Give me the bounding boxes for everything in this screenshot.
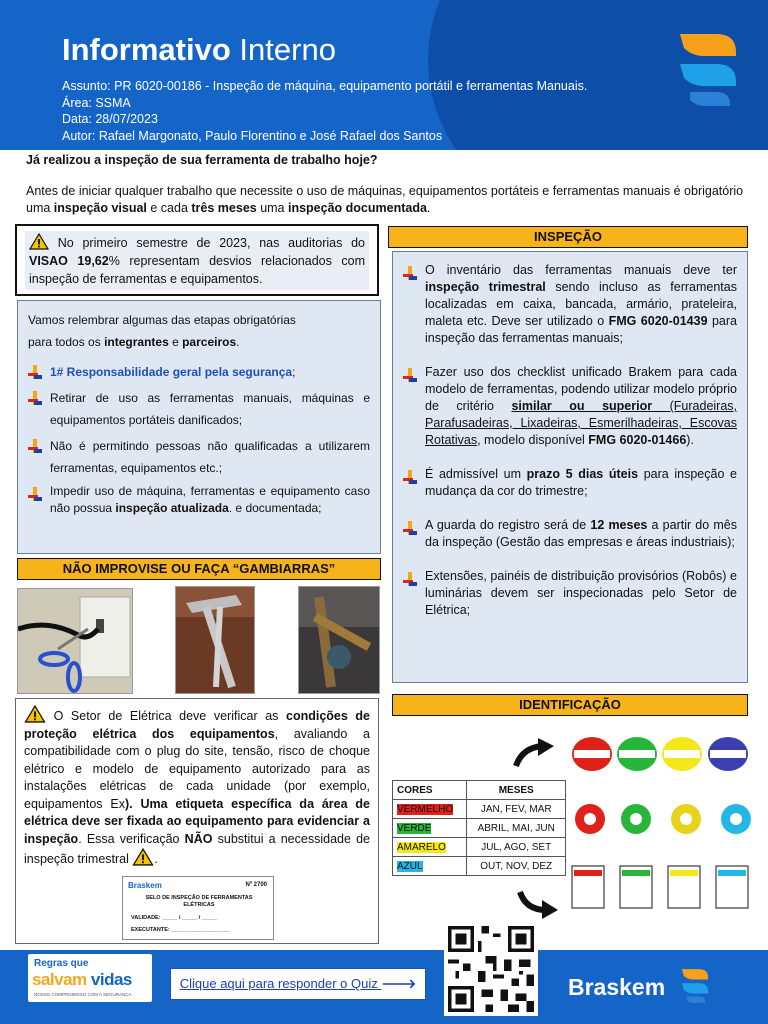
- arrow-right-icon: 🡒: [381, 976, 417, 991]
- author-line: Autor: Rafael Margonato, Paulo Florentino e José Rafael dos Santos: [62, 128, 443, 143]
- table-header: MESES: [467, 781, 566, 800]
- bullet-icon: [403, 521, 417, 535]
- color-cell: VERDE: [393, 819, 467, 838]
- inspection-rules-box: [392, 251, 748, 683]
- bullet-icon: [403, 470, 417, 484]
- mandatory-steps-box: [17, 300, 381, 554]
- regras-que-salvam-vidas-logo: Regras que salvam vidas NOSSO COMPROMISSO COM A SEGURANÇA: [28, 954, 152, 1002]
- bullet-icon: [403, 266, 417, 280]
- qr-code-image[interactable]: [444, 922, 538, 1016]
- seal-number: Nº 2700: [245, 882, 267, 888]
- bullet-icon: [28, 365, 42, 379]
- curved-arrow-icon: [512, 738, 556, 768]
- seal-executante: EXECUTANTE: ___________________: [131, 927, 230, 933]
- bullet-icon: [28, 391, 42, 405]
- steps-list: [28, 361, 370, 517]
- curved-arrow-down-icon: [516, 888, 560, 920]
- header-meta: [62, 78, 587, 144]
- seal-title: SELO DE INSPEÇÃO DE FERRAMENTAS ELÉTRICAS: [145, 895, 253, 908]
- warning-icon: [29, 233, 49, 250]
- table-header-row: [393, 781, 566, 800]
- color-labels-image: [570, 734, 752, 774]
- inspection-seal-image: [122, 876, 274, 940]
- audit-warning-box: [15, 224, 379, 296]
- electrical-check-box: O Setor de Elétrica deve verificar as condições de proteção elétrica dos equipamentos, avaliando a compatibilidade com o plug do site, tensão, risco de choque elétrico e modelo de equipamento autorizado para as instalações elétricas de cada unidade (por exemplo, equipamentos Ex). Uma etiqueta específica da área de elétrica deve ser fixada ao equipamento para evidenciar a inspeção. Essa verificação NÃO substitui a necessidade de inspeção trimestral .: [15, 698, 379, 944]
- braskem-footer-logo-icon: [680, 966, 710, 1006]
- color-month-table: [392, 780, 566, 876]
- area-line: Área: SSMA: [62, 95, 131, 110]
- table-row: [393, 838, 566, 857]
- bullet-icon: [403, 572, 417, 586]
- color-cell: VERMELHO: [393, 800, 467, 819]
- months-cell: JAN, FEV, MAR: [467, 800, 566, 819]
- color-cell: AMARELO: [393, 838, 467, 857]
- braskem-brand-text: Braskem: [568, 974, 666, 1000]
- tape-rolls-image: [574, 798, 752, 840]
- bullet-icon: [403, 368, 417, 382]
- subject-line: Assunto: PR 6020-00186 - Inspeção de máquina, equipamento portátil e ferramentas Manuais.: [62, 79, 588, 93]
- list-item: Retirar de uso as ferramentas manuais, máquinas e equipamentos portáteis danificados;: [28, 387, 370, 431]
- no-improvise-heading: NÃO IMPROVISE OU FAÇA “GAMBIARRAS”: [17, 558, 381, 580]
- page-title: Informativo Interno: [62, 32, 336, 67]
- seal-brand: Braskem: [128, 881, 162, 890]
- question-heading: Já realizou a inspeção de sua ferramenta de trabalho hoje?: [26, 153, 378, 167]
- scissors-outlet-photo: [17, 588, 133, 694]
- bullet-icon: [28, 439, 42, 453]
- list-item: É admissível um prazo 5 dias úteis para inspeção e mudança da cor do trimestre;: [403, 466, 737, 500]
- warning-icon: [132, 848, 154, 866]
- table-row: [393, 819, 566, 838]
- list-item: Extensões, painéis de distribuição provisórios (Robôs) e luminárias devem ser inspecionadas pelo Setor de Elétrica;: [403, 568, 737, 619]
- date-line: Data: 28/07/2023: [62, 112, 158, 126]
- bullet-icon: [28, 487, 42, 501]
- inspection-rules-list: [403, 262, 737, 619]
- list-item: O inventário das ferramentas manuais deve ter inspeção trimestral sendo incluso as ferramentas localizadas em caixa, bancada, armário, prateleira, maleta etc. Deve ser utilizado o FMG 6020-01439 para inspeção das ferramentas manuais;: [403, 262, 737, 347]
- list-item: Não é permitindo pessoas não qualificadas a utilizarem ferramentas, equipamentos etc.;: [28, 435, 370, 479]
- list-item: Impedir uso de máquina, ferramentas e equipamento caso não possua inspeção atualizada. e documentada;: [28, 483, 370, 517]
- hammer-pliers-photo: [175, 586, 255, 694]
- months-cell: OUT, NOV, DEZ: [467, 857, 566, 876]
- table-row: [393, 800, 566, 819]
- quiz-link[interactable]: Clique aqui para responder o Quiz 🡒: [170, 968, 426, 1000]
- months-cell: ABRIL, MAI, JUN: [467, 819, 566, 838]
- list-item: 1# Responsabilidade geral pela segurança;: [28, 361, 370, 383]
- steps-lead: Vamos relembrar algumas das etapas obrigatórias para todos os integrantes e parceiros.: [28, 313, 296, 349]
- audit-warning-text: No primeiro semestre de 2023, nas auditorias do VISAO 19,62% representam desvios relacionados com inspeção de ferramentas e equipamentos.: [25, 231, 369, 290]
- inspection-tags-image: [570, 864, 752, 912]
- inspecao-heading: INSPEÇÃO: [388, 226, 748, 248]
- table-row: [393, 857, 566, 876]
- table-header: CORES: [393, 781, 467, 800]
- warning-icon: [24, 705, 46, 723]
- seal-validade: VALIDADE: _____ / _____ / _____: [131, 915, 218, 921]
- list-item: A guarda do registro será de 12 meses a partir do mês da inspeção (Gestão das empresas e áreas industriais);: [403, 517, 737, 551]
- identificacao-heading: IDENTIFICAÇÃO: [392, 694, 748, 716]
- months-cell: JUL, AGO, SET: [467, 838, 566, 857]
- wrench-bolt-photo: [298, 586, 380, 694]
- color-cell: AZUL: [393, 857, 467, 876]
- list-item: Fazer uso dos checklist unificado Brakem para cada modelo de ferramentas, podendo utilizar modelo próprio de critério similar ou superior (Furadeiras, Parafusadeiras, Lixadeiras, Esmerilhadeiras, Escovas Rotativas, modelo disponível FMG 6020-01466).: [403, 364, 737, 449]
- intro-paragraph: Antes de iniciar qualquer trabalho que necessite o uso de máquinas, equipamentos portáteis e ferramentas manuais é obrigatório uma inspeção visual e cada três meses uma inspeção documentada.: [26, 184, 744, 215]
- header-banner: [0, 0, 768, 150]
- braskem-logo-icon: [676, 30, 740, 110]
